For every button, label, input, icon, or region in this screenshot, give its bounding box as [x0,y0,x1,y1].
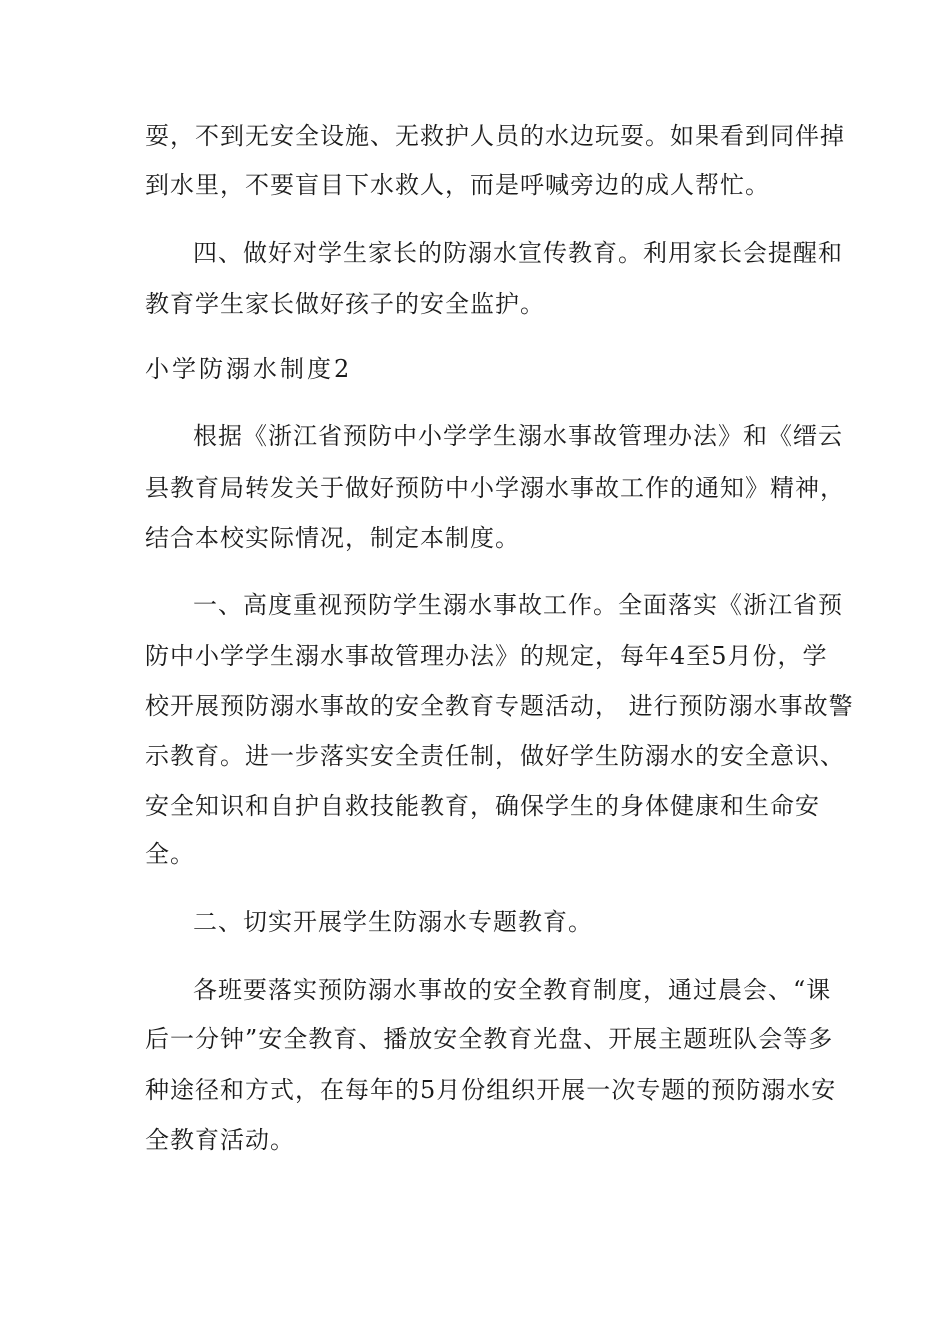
paragraph-line: 全。 [145,840,195,868]
paragraph-line: 县教育局转发关于做好预防中小学溺水事故工作的通知》精神， [145,474,845,502]
paragraph-line: 后一分钟”安全教育、播放安全教育光盘、开展主题班队会等多 [145,1025,834,1053]
paragraph-line: 教育学生家长做好孩子的安全监护。 [145,290,545,318]
paragraph-line: 耍，不到无安全设施、无救护人员的水边玩耍。如果看到同伴掉 [145,122,845,150]
paragraph-line: 各班要落实预防溺水事故的安全教育制度，通过晨会、“课 [193,976,832,1004]
paragraph-line: 防中小学学生溺水事故管理办法》的规定，每年4至5月份，学 [145,642,828,670]
paragraph-line: 校开展预防溺水事故的安全教育专题活动， 进行预防溺水事故警 [145,692,854,720]
paragraph-line: 根据《浙江省预防中小学学生溺水事故管理办法》和《缙云 [193,422,843,450]
paragraph-line: 种途径和方式，在每年的5月份组织开展一次专题的预防溺水安 [145,1076,837,1104]
paragraph-line: 二、切实开展学生防溺水专题教育。 [193,908,593,936]
paragraph-line: 到水里，不要盲目下水救人，而是呼喊旁边的成人帮忙。 [145,171,770,199]
paragraph-line: 安全知识和自护自救技能教育，确保学生的身体健康和生命安 [145,792,820,820]
paragraph-line: 四、做好对学生家长的防溺水宣传教育。利用家长会提醒和 [193,239,843,267]
section-title: 小学防溺水制度2 [145,355,353,383]
paragraph-line: 一、高度重视预防学生溺水事故工作。全面落实《浙江省预 [193,591,843,619]
paragraph-line: 结合本校实际情况，制定本制度。 [145,524,520,552]
paragraph-line: 示教育。进一步落实安全责任制，做好学生防溺水的安全意识、 [145,742,845,770]
paragraph-line: 全教育活动。 [145,1126,295,1154]
